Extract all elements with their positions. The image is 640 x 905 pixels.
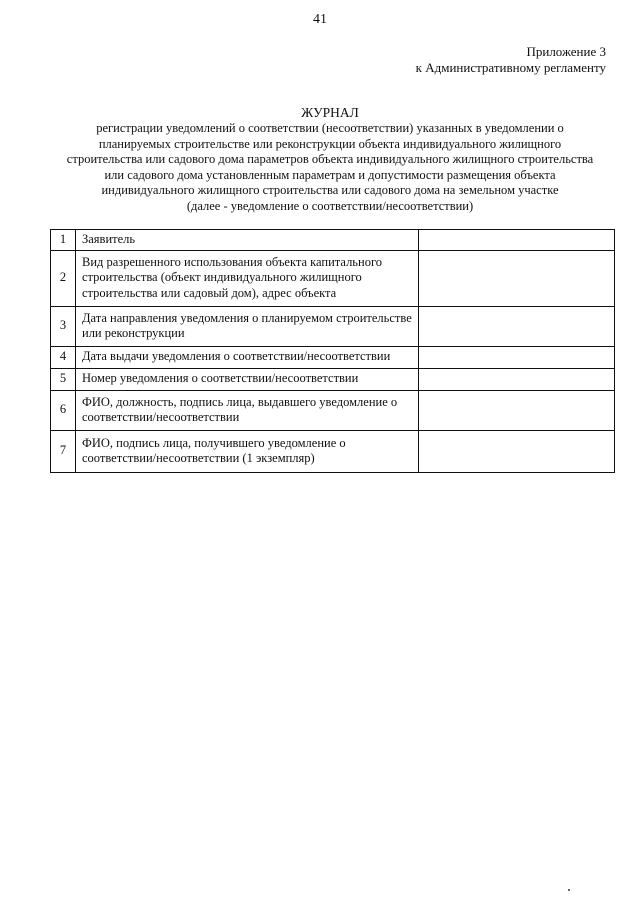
row-label: Дата направления уведомления о планируемом строительстве или реконструкции: [76, 306, 419, 346]
document-title: [66, 104, 594, 214]
appendix-line-1: Приложение 3: [526, 44, 606, 59]
row-label: Вид разрешенного использования объекта капитального строительства (объект индивидуального жилищного строительства или садовый дом), адрес объекта: [76, 250, 419, 306]
title-line-6: (далее - уведомление о соответствии/несоответствии): [186, 198, 474, 213]
row-label: Заявитель: [76, 230, 419, 251]
row-number: 2: [51, 250, 76, 306]
row-number: 3: [51, 306, 76, 346]
appendix-line-2: к Административному регламенту: [415, 60, 606, 75]
table-row: [51, 430, 615, 472]
title-line-5: индивидуального жилищного строительства или садового дома на земельном участке: [101, 183, 559, 197]
scan-speck: [568, 889, 570, 891]
row-value: [419, 250, 615, 306]
row-label: Номер уведомления о соответствии/несоответствии: [76, 368, 419, 390]
page-number: 41: [313, 12, 327, 27]
title-line-2: планируемых строительстве или реконструкции объекта индивидуального жилищного: [98, 136, 562, 151]
row-number: 4: [51, 346, 76, 368]
row-number: 5: [51, 368, 76, 390]
row-value: [419, 306, 615, 346]
table-row: [51, 368, 615, 390]
row-number: 7: [51, 430, 76, 472]
row-value: [419, 230, 615, 251]
title-line-4: или садового дома установленным параметрам и допустимости размещения объекта: [104, 167, 556, 182]
journal-table: [50, 229, 615, 473]
row-value: [419, 368, 615, 390]
appendix-reference: [416, 44, 606, 76]
table-row: [51, 390, 615, 430]
row-number: 6: [51, 390, 76, 430]
row-value: [419, 346, 615, 368]
journal-heading: ЖУРНАЛ: [301, 105, 359, 120]
row-value: [419, 430, 615, 472]
row-value: [419, 390, 615, 430]
table-row: [51, 250, 615, 306]
table-row: [51, 346, 615, 368]
table-row: [51, 230, 615, 251]
table-row: [51, 306, 615, 346]
row-label: ФИО, должность, подпись лица, выдавшего уведомление о соответствии/несоответствии: [76, 390, 419, 430]
row-number: 1: [51, 230, 76, 251]
title-line-1: регистрации уведомлений о соответствии (несоответствии) указанных в уведомлении о: [96, 121, 564, 135]
row-label: Дата выдачи уведомления о соответствии/несоответствии: [76, 346, 419, 368]
row-label: ФИО, подпись лица, получившего уведомление о соответствии/несоответствии (1 экземпляр): [76, 430, 419, 472]
title-line-3: строительства или садового дома параметров объекта индивидуального жилищного строительства: [66, 152, 594, 166]
